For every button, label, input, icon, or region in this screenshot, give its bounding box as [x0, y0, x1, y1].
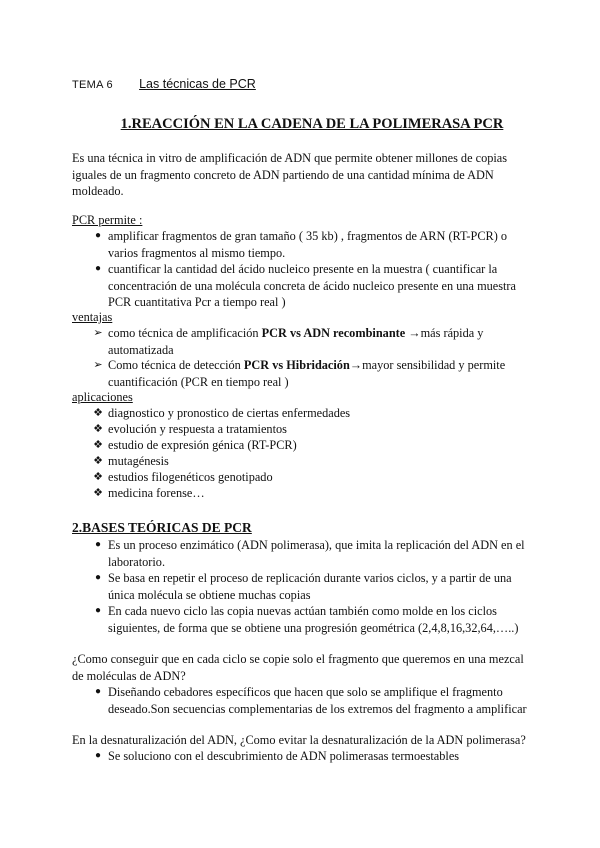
diamond-bullet-icon: ❖ — [93, 486, 103, 499]
question-line: ¿Como conseguir que en cada ciclo se copie solo el fragmento que queremos en una mezcal — [72, 652, 524, 666]
bullet-icon: ● — [94, 230, 102, 241]
diamond-bullet-icon: ❖ — [93, 470, 103, 483]
question-line: de moléculas de ADN? — [72, 668, 186, 683]
item-line: concentración de una molécula concreta de ácido nucleico presente en una muestra — [108, 278, 516, 293]
item-line: Se basa en repetir el proceso de replicación durante varios ciclos, y a partir de una — [108, 571, 512, 585]
list-item — [90, 570, 530, 603]
bullet-icon: ● — [94, 750, 102, 761]
item-line: Es un proceso enzimático (ADN polimerasa), que imita la replicación del ADN en el — [108, 538, 525, 552]
diamond-bullet-icon: ❖ — [93, 438, 103, 451]
list-item — [90, 261, 530, 311]
section1-intro — [72, 150, 532, 200]
document-header — [72, 76, 532, 94]
question-2: En la desnaturalización del ADN, ¿Como evitar la desnaturalización de la ADN polimerasa? — [72, 733, 526, 747]
item-line: varios fragmentos al mismo tiempo. — [108, 245, 286, 260]
list-item — [90, 228, 530, 261]
aplicaciones-heading: aplicaciones — [72, 390, 133, 404]
list-item — [90, 357, 530, 390]
item-line: siguientes, de forma que se obtiene una progresión geométrica (2,4,8,16,32,64,…..) — [108, 620, 519, 635]
list-item — [90, 603, 530, 636]
item-line: amplificar fragmentos de gran tamaño ( 35 kb) , fragmentos de ARN (RT-PCR) o — [108, 229, 508, 243]
item-line: única molécula se obtiene muchas copias — [108, 587, 311, 602]
intro-line: iguales de un fragmento concreto de ADN partiendo de una cantidad mínima de ADN — [72, 167, 494, 182]
item-line: como técnica de amplificación PCR vs ADN recombinante →más rápida y — [108, 326, 484, 340]
item-line: En cada nuevo ciclo las copia nuevas actúan también como molde en los ciclos — [108, 604, 497, 618]
diamond-bullet-icon: ❖ — [93, 422, 103, 435]
tema-label: TEMA 6 — [72, 79, 113, 91]
item-line: cuantificar la cantidad del ácido nucleico presente en la muestra ( cuantificar la — [108, 262, 498, 276]
intro-line: Es una técnica in vitro de amplificación de ADN que permite obtener millones de copias — [72, 151, 508, 165]
list-item — [90, 325, 530, 358]
item-line: cuantificación (PCR en tiempo real ) — [108, 374, 289, 389]
bullet-icon: ● — [94, 539, 102, 550]
bullet-icon: ● — [94, 572, 102, 583]
item-line: automatizada — [108, 342, 174, 357]
list-item: ❖ medicina forense… — [90, 485, 530, 502]
list-item: ❖ diagnostico y pronostico de ciertas enfermedades — [90, 405, 530, 422]
permite-heading: PCR permite : — [72, 213, 143, 227]
list-item — [90, 684, 540, 717]
item-line: laboratorio. — [108, 554, 166, 569]
question-1 — [72, 651, 542, 684]
arrow-bullet-icon: ➢ — [93, 358, 103, 371]
section1-title: 1.REACCIÓN EN LA CADENA DE LA POLIMERASA PCR — [120, 116, 504, 132]
section2-title: 2.BASES TEÓRICAS DE PCR — [72, 520, 252, 535]
item-line: Como técnica de detección PCR vs Hibridación→mayor sensibilidad y permite — [108, 358, 506, 372]
bullet-icon: ● — [94, 686, 102, 697]
diamond-bullet-icon: ❖ — [93, 454, 103, 467]
bullet-icon: ● — [94, 263, 102, 274]
item-line: PCR cuantitativa Pcr a tiempo real ) — [108, 295, 286, 309]
list-item: ❖ estudio de expresión génica (RT-PCR) — [90, 437, 530, 454]
tema-title: Las técnicas de PCR — [139, 77, 256, 91]
list-item: ❖ evolución y respuesta a tratamientos — [90, 421, 530, 438]
item-line: Diseñando cebadores específicos que hacen que solo se amplifique el fragmento — [108, 685, 503, 699]
arrow-bullet-icon: ➢ — [93, 326, 103, 339]
list-item: ● Se soluciono con el descubrimiento de ADN polimerasas termoestables — [90, 748, 530, 765]
intro-line: moldeado. — [72, 184, 124, 198]
item-line: deseado.Son secuencias complementarias de los extremos del fragmento a amplificar — [108, 701, 527, 716]
list-item: ❖ mutagénesis — [90, 453, 530, 470]
list-item: ❖ estudios filogenéticos genotipado — [90, 469, 530, 486]
list-item — [90, 537, 530, 570]
bullet-icon: ● — [94, 605, 102, 616]
diamond-bullet-icon: ❖ — [93, 406, 103, 419]
ventajas-heading: ventajas — [72, 310, 113, 324]
